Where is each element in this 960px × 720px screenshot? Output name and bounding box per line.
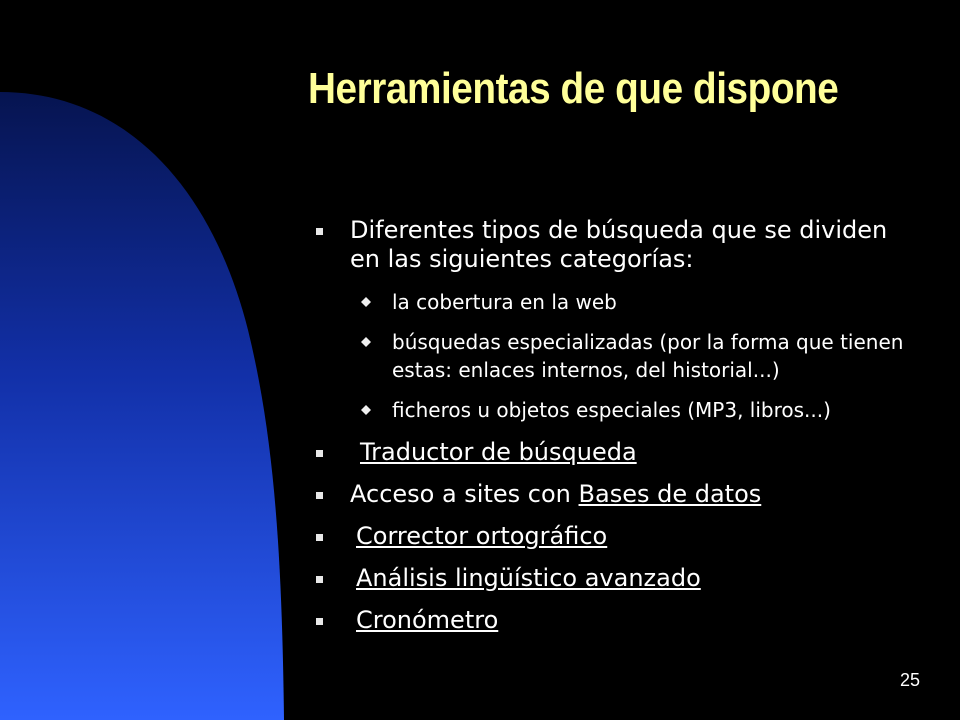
subitem-text: ficheros u objetos especiales (MP3, libros...) <box>392 398 831 422</box>
page-number: 25 <box>900 670 921 690</box>
databases-link[interactable]: Bases de datos <box>578 480 762 508</box>
bullet-item-database-access <box>310 480 910 509</box>
bullet-item-translator <box>310 438 910 467</box>
linguistic-analysis-link[interactable]: Análisis lingüístico avanzado <box>356 564 701 592</box>
bullet-item-chronometer <box>310 606 910 635</box>
bullet-item-linguistic-analysis <box>310 564 910 593</box>
bullet-text: Diferentes tipos de búsqueda que se dividen en las siguientes categorías: <box>350 216 888 273</box>
subitem-specialized-searches <box>310 328 910 384</box>
diamond-bullet-icon <box>361 297 371 307</box>
square-bullet-icon <box>316 228 323 235</box>
translator-link[interactable]: Traductor de búsqueda <box>360 438 637 466</box>
spell-checker-link[interactable]: Corrector ortográfico <box>356 522 608 550</box>
square-bullet-icon <box>316 576 323 583</box>
subitem-text: la cobertura en la web <box>392 290 617 314</box>
bullet-item-search-types <box>310 216 910 274</box>
slide-content <box>310 216 910 635</box>
diamond-bullet-icon <box>361 337 371 347</box>
square-bullet-icon <box>316 534 323 541</box>
subitem-special-files <box>310 396 910 424</box>
square-bullet-icon <box>316 618 323 625</box>
diamond-bullet-icon <box>361 405 371 415</box>
square-bullet-icon <box>316 492 323 499</box>
subitem-text: búsquedas especializadas (por la forma que tienen estas: enlaces internos, del historial...) <box>392 330 904 382</box>
square-bullet-icon <box>316 450 323 457</box>
bullet-item-spell-checker <box>310 522 910 551</box>
slide-title: Herramientas de que dispone <box>308 64 839 113</box>
chronometer-link[interactable]: Cronómetro <box>356 606 499 634</box>
database-access-prefix: Acceso a sites con <box>350 480 579 508</box>
subitem-web-coverage <box>310 288 910 316</box>
